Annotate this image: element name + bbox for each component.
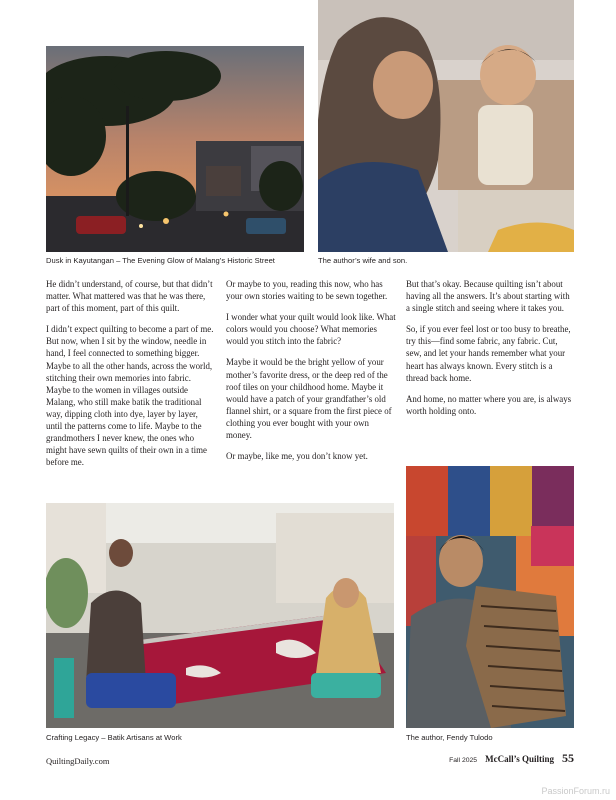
article-column-3 — [406, 278, 572, 426]
paragraph: I wonder what your quilt would look like. What colors would you choose? What memories would you stitch into the fabric? — [226, 312, 396, 347]
batik-photo-caption: Crafting Legacy – Batik Artisans at Work — [46, 733, 182, 742]
watermark: PassionForum.ru — [541, 786, 610, 796]
family-photo-caption: The author’s wife and son. — [318, 256, 408, 265]
paragraph: And home, no matter where you are, is always worth holding onto. — [406, 393, 572, 416]
footer-season: Fall 2025 — [449, 757, 478, 764]
family-photo — [318, 0, 574, 252]
paragraph: Maybe it would be the bright yellow of your mother’s favorite dress, or the deep red of the roof tiles on your childhood home. Maybe it would have a patch of your grandfather’s old flannel shirt, or a square from the first piece of clothing you ever bought with your own money. — [226, 357, 392, 441]
paragraph: But that’s okay. Because quilting isn’t about having all the answers. It’s about starting with a single stitch and seeing where it takes you. — [406, 279, 570, 314]
paragraph: Or maybe to you, reading this now, who has your own stories waiting to be sewn together. — [226, 279, 388, 302]
paragraph: Or maybe, like me, you don’t know yet. — [226, 451, 368, 462]
page-number: 55 — [562, 751, 574, 765]
article-column-2 — [226, 278, 396, 471]
dusk-street-photo — [46, 46, 304, 252]
paragraph: So, if you ever feel lost or too busy to breathe, try this—find some fabric, any fabric. Cut, sew, and let your hands remember what your heart has always known. Every stitch is a thread back home. — [406, 324, 571, 383]
article-column-1 — [46, 278, 215, 477]
batik-artisans-photo — [46, 503, 394, 728]
footer-folio — [449, 751, 574, 766]
paragraph: He didn’t understand, of course, but that didn’t matter. What mattered was that he was there, part of this moment, part of this quilt. — [46, 279, 213, 314]
paragraph: I didn’t expect quilting to become a part of me. But now, when I sit by the window, needle in hand, I feel connected to something bigger. Maybe to all the other hands, across the world, stitching their own memories into fabric. Maybe to the women in villages outside Malang, who still make batik the traditional way, dipping cloth into dye, layer by layer, until the patterns come to life. Maybe to the grandmothers I never knew, the ones who might have sewn quilts of their own in a time before me. — [46, 324, 214, 468]
footer-magazine-name: McCall’s Quilting — [485, 754, 554, 764]
footer-website: QuiltingDaily.com — [46, 756, 110, 766]
author-photo — [406, 466, 574, 728]
author-photo-caption: The author, Fendy Tulodo — [406, 733, 493, 742]
dusk-photo-caption: Dusk in Kayutangan – The Evening Glow of Malang’s Historic Street — [46, 256, 275, 265]
